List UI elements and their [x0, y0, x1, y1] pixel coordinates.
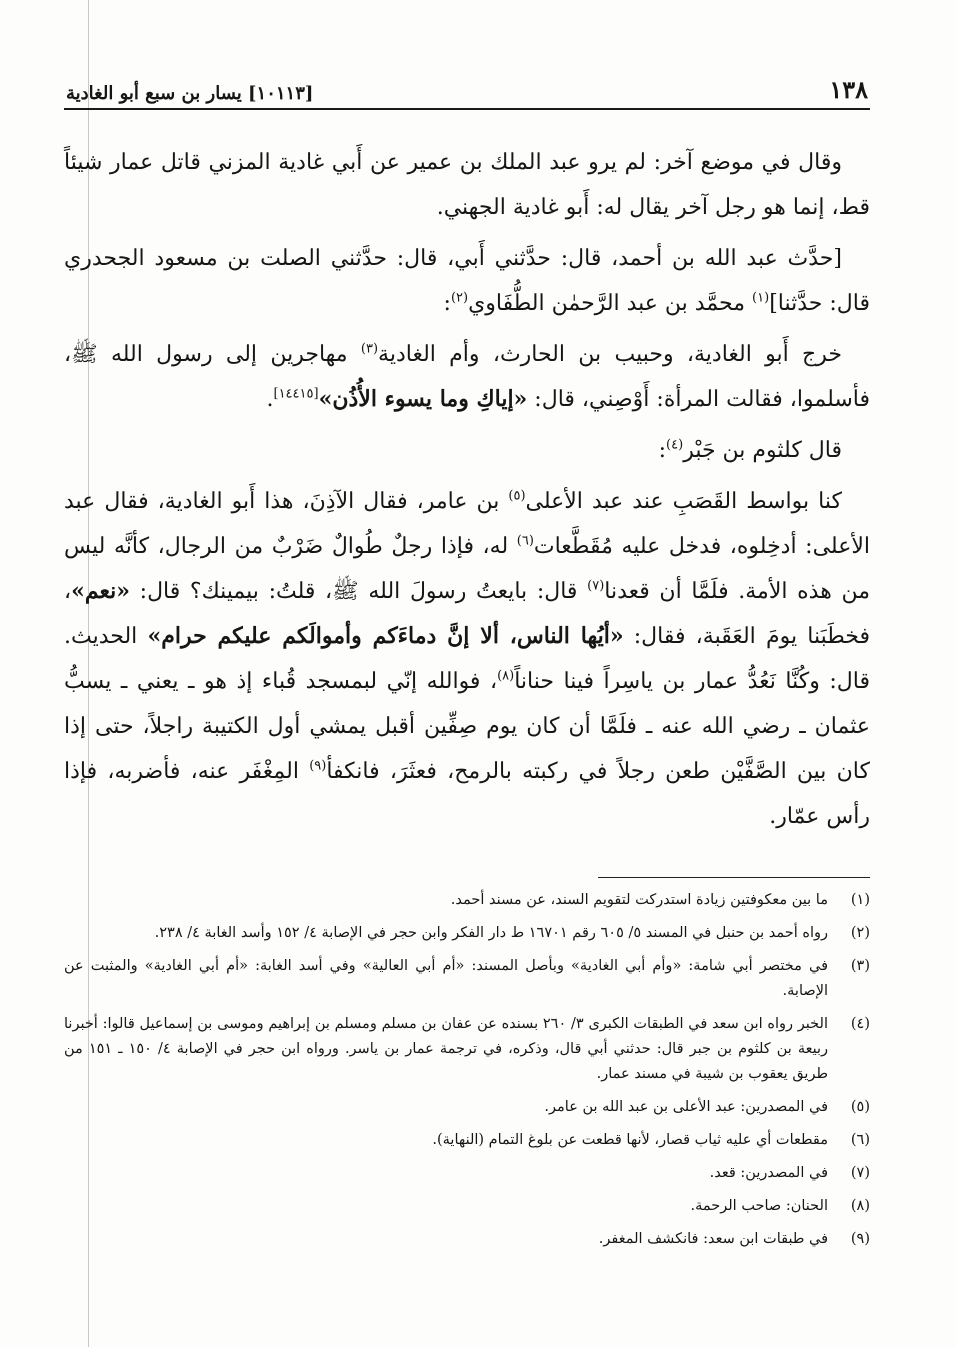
- paragraph-3: [64, 332, 870, 422]
- paragraph-5-text-h: المِغْفَر عنه، فأضربه، فإذا رأس عمّار.: [64, 759, 870, 829]
- footnote-item: [64, 888, 870, 913]
- footnote-text: في مختصر أبي شامة: «وأم أبي الغادية» وبأصل المسند: «أم أبي العالية» وفي أسد الغابة: «أم أبي الغادية» والمثبت عن الإصابة.: [64, 958, 828, 999]
- footnote-number: (٧): [850, 1165, 870, 1181]
- paragraph-5-text-e: ، فخطَبَنا يومَ العَقَبة، فقال:: [64, 579, 870, 649]
- footnote-marker-6[interactable]: (٦): [516, 533, 534, 549]
- hadith-quote: «إياكِ وما يسوء الأُذُن»: [318, 386, 528, 412]
- footnote-number: (٢): [850, 925, 870, 941]
- footnote-number: (٣): [850, 958, 870, 974]
- isnad-colon: :: [443, 291, 451, 316]
- footnotes: [64, 888, 870, 1252]
- footnote-item: [64, 1012, 870, 1087]
- footnote-item: [64, 1227, 870, 1252]
- main-text: [64, 140, 870, 839]
- footnote-text: في طبقات ابن سعد: فانكشف المغفر.: [598, 1231, 828, 1247]
- footnote-text: ما بين معكوفتين زيادة استدركت لتقويم السند، عن مسند أحمد.: [450, 892, 828, 908]
- running-head: [64, 64, 870, 110]
- footnote-item: [64, 954, 870, 1004]
- paragraph-5-text-c: له، فإذا رجلٌ طُوالٌ ضَرْبٌ من الرجال، كأنَّه ليس من هذه الأمة. فلَمَّا أن قعدنا: [64, 534, 871, 604]
- paragraph-5-text: كنا بواسط القَصَبِ عند عبد الأعلى: [525, 489, 842, 514]
- footnote-number: (٨): [850, 1198, 870, 1214]
- footnote-number: (٥): [850, 1099, 870, 1115]
- footnote-item: [64, 1161, 870, 1186]
- isnad-text-cont: محمَّد بن عبد الرَّحمٰن الطُّفَاوي: [468, 291, 753, 316]
- paragraph-3-text-cont: مهاجرين إلى رسول الله ﷺ، فأسلموا، فقالت المرأة: أَوْصِني، قال:: [64, 342, 870, 412]
- footnote-item: [64, 1194, 870, 1219]
- paragraph-1: [64, 140, 870, 230]
- footnote-text: في المصدرين: عبد الأعلى بن عبد الله بن عامر.: [544, 1099, 828, 1115]
- paragraph-2: [64, 236, 870, 326]
- paragraph-4-colon: :: [658, 438, 667, 463]
- paragraph-5-text-b: بن عامر، فقال الآذِنَ، هذا أَبو الغادية، فقال عبد الأعلى: أدخِلوه، فدخل عليه مُقَطَّعات: [64, 489, 870, 559]
- footnote-marker-8[interactable]: (٨): [497, 668, 515, 684]
- paragraph-5: [64, 479, 870, 839]
- footnote-text: في المصدرين: قعد.: [709, 1165, 828, 1181]
- footnote-marker-1[interactable]: (١): [752, 290, 770, 306]
- footnote-marker-4[interactable]: (٤): [666, 437, 684, 453]
- book-page: [64, 64, 870, 1260]
- footnote-marker-2[interactable]: (٢): [450, 290, 469, 306]
- hadith-reference-number: [١٤٤١٥]: [273, 386, 319, 402]
- footnote-text: الحنان: صاحب الرحمة.: [690, 1198, 828, 1214]
- footnote-text: مقطعات أي عليه ثياب قصار، لأنها قطعت عن بلوغ التمام (النهاية).: [432, 1132, 828, 1148]
- footnote-marker-7[interactable]: (٧): [587, 578, 605, 594]
- paragraph-1-text: وقال في موضع آخر: لم يرو عبد الملك بن عمير عن أَبي غادية المزني قاتل عمار شيئاً قط، إنما هو رجل آخر يقال له: أَبو غادية الجهني.: [64, 150, 870, 220]
- footnote-number: (٩): [850, 1231, 870, 1247]
- footnote-marker-9[interactable]: (٩): [309, 758, 327, 774]
- paragraph-3-end: .: [266, 387, 274, 412]
- footnote-marker-5[interactable]: (٥): [508, 488, 526, 504]
- footnote-number: (٦): [850, 1132, 870, 1148]
- isnad-text: [حدَّث عبد الله بن أحمد، قال: حدَّثني أَبي، قال: حدَّثني الصلت بن مسعود الجحدري قال: حدَّثنا]: [64, 246, 870, 316]
- paragraph-5-text-d: قال: بايعتُ رسولَ الله ﷺ، قلتُ: بيمينك؟ قال:: [130, 579, 588, 604]
- footnote-separator: [598, 877, 870, 878]
- paragraph-5-text-f: الحديث. قال: وكُنَّا نَعُدُّ عمار بن ياسِراً فينا حناناً: [64, 624, 870, 694]
- footnote-number: (٤): [850, 1016, 870, 1032]
- running-title: [١٠١١٣] يسار بن سبع أبو الغادية: [66, 83, 314, 104]
- footnote-text: رواه أحمد بن حنبل في المسند ٥/ ٦٠٥ رقم ١٦٧٠١ ط دار الفكر وابن حجر في الإصابة ٤/ ١٥٢ وأسد الغابة ٤/ ٢٣٨.: [154, 925, 828, 941]
- footnote-item: [64, 1095, 870, 1120]
- page-number: ١٣٨: [829, 75, 868, 104]
- footnote-number: (١): [850, 892, 870, 908]
- paragraph-4-text: قال كلثوم بن جَبْر: [683, 438, 842, 463]
- paragraph-5-text-g: ، فوالله إنّي لبمسجد قُباء إذ هو ـ يعني ـ يسبُّ عثمان ـ رضي الله عنه ـ فلَمَّا أن كان يوم صِفِّين أقبل يمشي أول الكتيبة راجلاً، حتى إذا كان بين الصَّفَّيْن طعن رجلاً في ركبته بالرمح، فعثَرَ، فانكفأ: [64, 669, 870, 784]
- footnote-item: [64, 1128, 870, 1153]
- quote-yes: «نعم»: [71, 578, 130, 604]
- paragraph-3-text: خرج أَبو الغادية، وحبيب بن الحارث، وأم الغادية: [378, 342, 842, 367]
- hadith-quote-sermon: «أيُها الناس، ألا إنَّ دماءَكم وأموالَكم عليكم حرام»: [147, 623, 624, 649]
- paragraph-4: [64, 428, 870, 473]
- footnote-text: الخبر رواه ابن سعد في الطبقات الكبرى ٣/ ٢٦٠ بسنده عن عفان بن مسلم ومسلم بن إبراهيم وموسى بن إسماعيل قالوا: أخبرنا ربيعة بن كلثوم بن جبر قال: حدثني أبي قال، وذكره، في ترجمة عمار بن ياسر. ورواه ابن حجر في الإصابة ٤/ ١٥٠ ـ ١٥١ من طريق يعقوب بن شيبة في مسند عمار.: [64, 1016, 829, 1082]
- footnote-marker-3[interactable]: (٣): [360, 341, 379, 357]
- footnote-item: [64, 921, 870, 946]
